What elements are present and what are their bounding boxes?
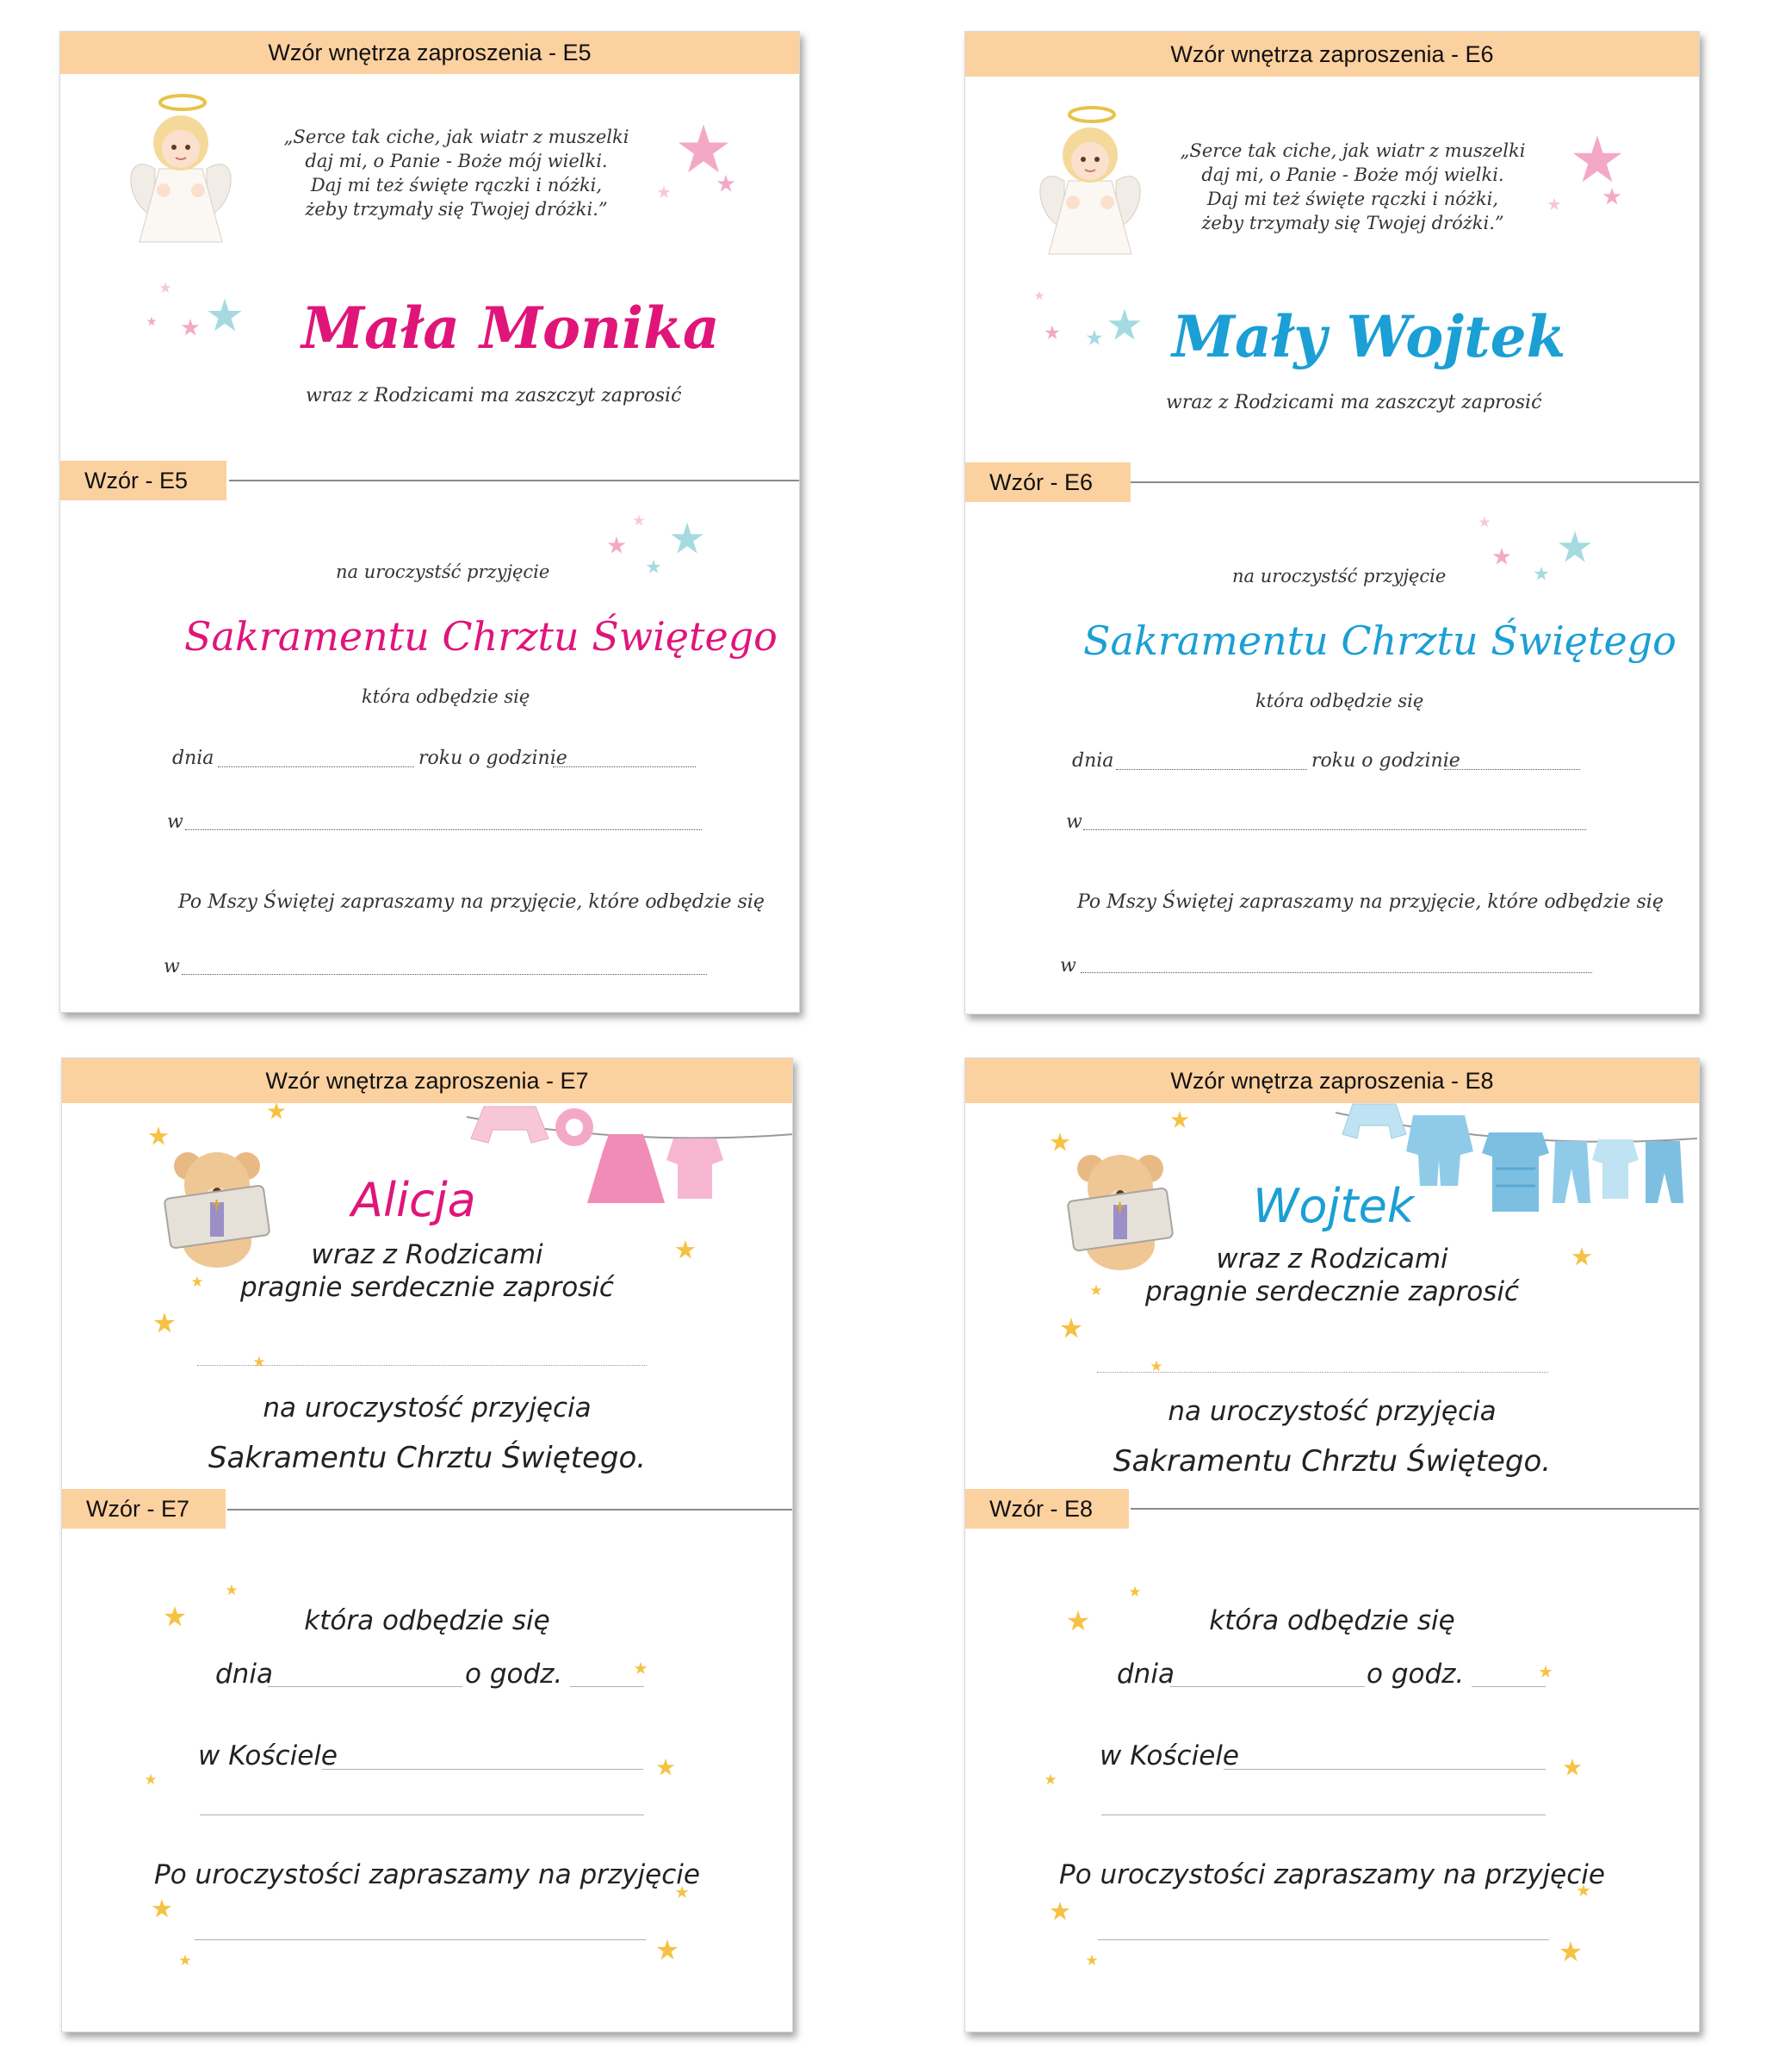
sacrament-title: Sakramentu Chrztu Świętego. [1113, 1444, 1552, 1479]
sacrament-title: Sakramentu Chrztu Świętego [184, 613, 778, 660]
reception-place-field[interactable] [1081, 972, 1592, 973]
star-icon [152, 1898, 172, 1919]
child-name: Mały Wojtek [1172, 303, 1566, 370]
after-mass-line: Po Mszy Świętej zapraszamy na przyjęcie, które odbędzie się [178, 891, 765, 913]
star-icon [146, 316, 157, 326]
clothesline-illustration [467, 1100, 793, 1220]
model-tab: Wzór - E5 [60, 461, 226, 500]
star-icon [677, 122, 730, 176]
place-label: w [167, 811, 183, 833]
star-icon [1563, 1758, 1582, 1777]
place-label: w [1066, 811, 1082, 833]
star-icon [226, 1584, 238, 1596]
fold-line [227, 1509, 792, 1511]
star-icon [153, 1312, 176, 1334]
invite-line: wraz z Rodzicami ma zaszczyt zaprosić [306, 385, 682, 406]
star-icon [1602, 187, 1621, 206]
star-icon [646, 559, 661, 574]
time-field[interactable] [553, 766, 696, 767]
star-icon [1044, 1773, 1057, 1785]
star-icon [1558, 530, 1592, 564]
star-icon [1539, 1665, 1553, 1678]
invite-line: pragnie serdecznie zaprosić [240, 1272, 614, 1303]
day-label: dnia [1072, 750, 1114, 772]
invite-line: wraz z Rodzicami ma zaszczyt zaprosić [1166, 392, 1542, 413]
star-icon [633, 514, 645, 526]
invitation-card-e5 [59, 31, 800, 1013]
day-label: dnia [1117, 1659, 1175, 1690]
which-line: która odbędzie się [1255, 691, 1424, 711]
star-icon [634, 1661, 648, 1675]
star-icon [716, 174, 735, 193]
star-icon [159, 282, 171, 294]
fold-line [1129, 481, 1699, 483]
star-icon [656, 1939, 679, 1961]
day-label: dnia [172, 748, 214, 769]
star-icon [657, 185, 671, 199]
angel-illustration [1030, 99, 1150, 263]
star-icon [148, 1126, 169, 1146]
child-name: Wojtek [1253, 1179, 1415, 1233]
day-field[interactable] [268, 1686, 462, 1687]
child-name: Mała Monika [301, 295, 720, 362]
which-line: która odbędzie się [362, 686, 530, 707]
guest-name-field[interactable] [1097, 1372, 1548, 1373]
reception-line: Po uroczystości zapraszamy na przyjęcie [1059, 1859, 1605, 1890]
church-field[interactable] [322, 1769, 643, 1770]
church-label: w Kościele [198, 1740, 338, 1771]
with-parents-line: wraz z Rodzicami [311, 1239, 543, 1270]
fold-line [229, 480, 799, 481]
time-label: o godz. [465, 1659, 563, 1690]
which-line: która odbędzie się [304, 1605, 550, 1636]
invite-line: pragnie serdecznie zaprosić [1145, 1276, 1519, 1307]
with-parents-line: wraz z Rodzicami [1216, 1244, 1448, 1275]
star-icon [1478, 516, 1491, 528]
star-icon [1044, 325, 1060, 340]
star-icon [267, 1101, 286, 1120]
star-icon [1559, 1940, 1582, 1963]
child-name: Alicja [351, 1173, 476, 1227]
occasion-line: na uroczystość przyjęcia [1168, 1396, 1497, 1427]
star-icon [1107, 307, 1142, 342]
star-icon [670, 521, 704, 555]
day-field[interactable] [218, 766, 414, 767]
reception-place-field[interactable] [182, 974, 707, 975]
church-field[interactable] [1224, 1769, 1546, 1770]
after-mass-line: Po Mszy Świętej zapraszamy na przyjęcie, które odbędzie się [1077, 891, 1664, 913]
star-icon [1086, 329, 1103, 346]
star-icon [1060, 1317, 1082, 1339]
which-line: która odbędzie się [1209, 1605, 1455, 1636]
star-icon [145, 1773, 157, 1785]
star-icon [1034, 290, 1044, 301]
place-field[interactable] [185, 829, 702, 830]
reception-place-label: w [164, 956, 180, 977]
star-icon [207, 297, 243, 333]
star-icon [1129, 1585, 1141, 1597]
card-header: Wzór wnętrza zaproszenia - E7 [62, 1058, 792, 1103]
poem: „Serce tak ciche, jak wiatr z muszelki daj mi, o Panie - Boże mój wielki. Daj mi też święte rączki i nóżki, żeby trzymały się Twojej dróżki.” [1180, 140, 1526, 233]
star-icon [1050, 1132, 1070, 1152]
church-label: w Kościele [1100, 1740, 1239, 1771]
reception-place-label: w [1060, 955, 1076, 977]
occasion-line: na uroczystść przyjęcie [1232, 566, 1447, 586]
reception-field[interactable] [195, 1939, 646, 1940]
reception-line: Po uroczystości zapraszamy na przyjęcie [154, 1859, 700, 1890]
year-time-label: roku o godzinie [418, 748, 567, 769]
star-icon [656, 1758, 675, 1777]
card-header: Wzór wnętrza zaproszenia - E8 [965, 1058, 1699, 1103]
model-tab: Wzór - E7 [62, 1489, 226, 1529]
star-icon [1547, 197, 1561, 211]
day-label: dnia [215, 1659, 273, 1690]
fold-line [1131, 1508, 1699, 1510]
star-icon [179, 1954, 191, 1966]
reception-field[interactable] [1098, 1939, 1549, 1940]
star-icon [1571, 133, 1623, 185]
invitation-card-e6 [964, 31, 1700, 1014]
guest-name-field[interactable] [197, 1365, 647, 1366]
star-icon [1170, 1110, 1189, 1129]
time-label: o godz. [1367, 1659, 1465, 1690]
day-field[interactable] [1170, 1686, 1365, 1687]
occasion-line: na uroczystść przyjęcie [336, 561, 550, 582]
sacrament-title: Sakramentu Chrztu Świętego. [208, 1441, 647, 1475]
star-icon [607, 536, 626, 555]
star-icon [1086, 1954, 1098, 1966]
star-icon [1492, 547, 1511, 566]
star-icon [181, 318, 200, 337]
invitation-card-e7 [61, 1058, 793, 2032]
day-field[interactable] [1116, 769, 1307, 770]
place-field[interactable] [1083, 829, 1586, 830]
card-header: Wzór wnętrza zaproszenia - E6 [965, 32, 1699, 77]
star-icon [1050, 1901, 1070, 1921]
time-field[interactable] [1472, 1686, 1546, 1687]
model-tab: Wzór - E8 [965, 1489, 1129, 1529]
invitation-card-e8 [964, 1058, 1700, 2032]
sacrament-title: Sakramentu Chrztu Świętego [1083, 617, 1677, 664]
occasion-line: na uroczystość przyjęcia [263, 1393, 592, 1424]
time-field[interactable] [570, 1686, 644, 1687]
poem: „Serce tak ciche, jak wiatr z muszelki daj mi, o Panie - Boże mój wielki. Daj mi też święte rączki i nóżki, żeby trzymały się Twojej dróżki.” [283, 127, 629, 220]
model-tab: Wzór - E6 [965, 462, 1131, 502]
angel-illustration [121, 87, 241, 251]
star-icon [1150, 1360, 1162, 1372]
card-header: Wzór wnętrza zaproszenia - E5 [60, 32, 799, 74]
year-time-label: roku o godzinie [1311, 750, 1460, 772]
time-field[interactable] [1444, 769, 1580, 770]
star-icon [1534, 566, 1549, 581]
